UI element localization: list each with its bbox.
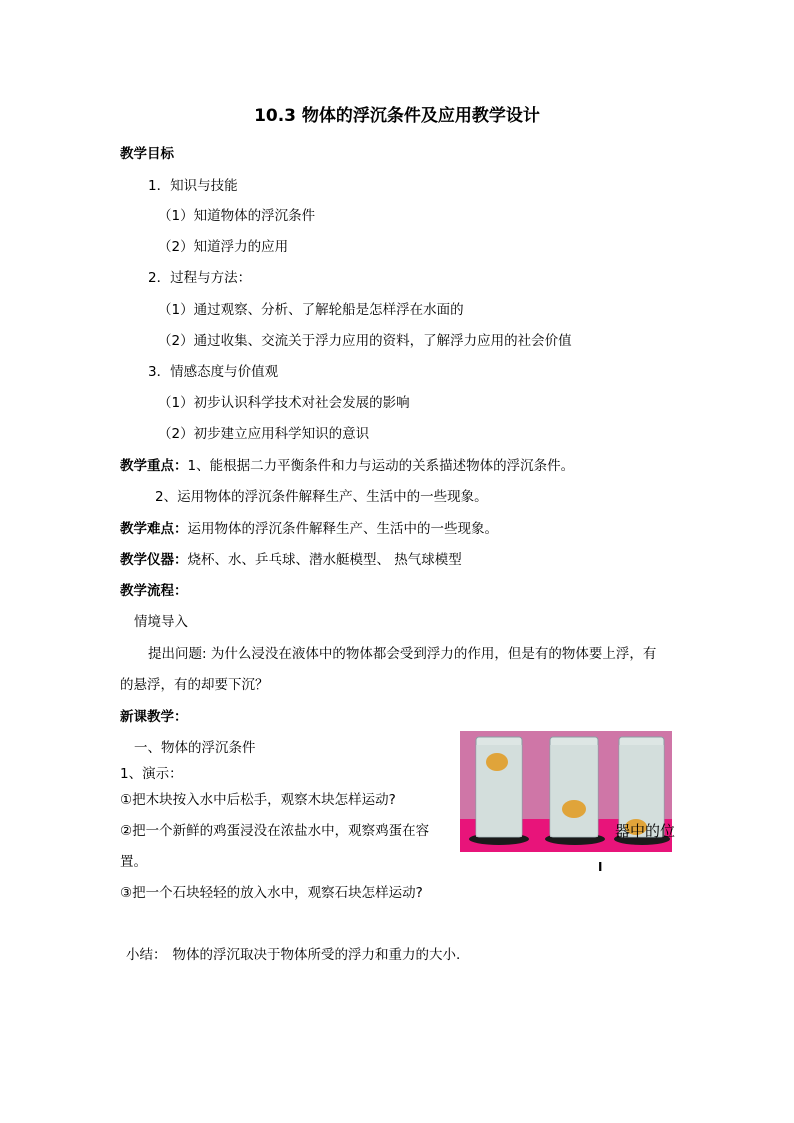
flow-label: 教学流程：: [120, 583, 188, 599]
difficulty-label: 教学难点：: [120, 521, 188, 537]
flow-question-line-2: 的悬浮，有的却要下沉？: [120, 677, 269, 693]
key-point-2: 2、运用物体的浮沉条件解释生产、生活中的一些现象。: [155, 489, 488, 505]
objective-2-1: （1）通过观察、分析、了解轮船是怎样浮在水面的: [158, 302, 464, 318]
objective-2-2: （2）通过收集、交流关于浮力应用的资料，了解浮力应用的社会价值: [158, 333, 572, 349]
flow-intro: 情境导入: [134, 614, 188, 630]
beaker-2-egg: [562, 800, 586, 818]
beaker-suspended: [545, 737, 605, 845]
page-title: 10.3 物体的浮沉条件及应用教学设计: [254, 106, 540, 126]
section-heading: 一、物体的浮沉条件: [134, 740, 256, 756]
objective-1-2: （2）知道浮力的应用: [158, 239, 289, 255]
demo-item-2-c: 置。: [120, 854, 147, 870]
instruments-label: 教学仪器：: [120, 552, 188, 568]
flow-question-line-1: 提出问题: 为什么浸没在液体中的物体都会受到浮力的作用，但是有的物体要上浮，有: [148, 646, 657, 662]
demo-item-1: ①把木块按入水中后松手，观察木块怎样运动?: [120, 792, 396, 808]
key-point-1: 1、能根据二力平衡条件和力与运动的关系描述物体的浮沉条件。: [187, 458, 575, 474]
objective-3: 3．情感态度与价值观: [148, 364, 279, 380]
difficulty-text: 运用物体的浮沉条件解释生产、生活中的一些现象。: [187, 521, 498, 537]
instruments-line: [120, 550, 462, 570]
demo-item-2-a: ②把一个新鲜的鸡蛋浸没在浓盐水中，观察鸡蛋在容: [120, 823, 430, 839]
objective-1: 1．知识与技能: [148, 178, 238, 194]
new-lesson-label: 新课教学：: [120, 709, 188, 725]
beaker-2-water: [550, 745, 598, 837]
summary-line: [126, 945, 460, 965]
instruments-text: 烧杯、水、乒乓球、潜水艇模型、 热气球模型: [187, 552, 462, 568]
beaker-floating: [469, 737, 529, 845]
summary-label: 小结：: [126, 947, 167, 963]
objectives-heading: 教学目标: [120, 146, 174, 162]
key-points-label: 教学重点：: [120, 458, 188, 474]
objective-1-1: （1）知道物体的浮沉条件: [158, 208, 316, 224]
key-points-line-1: [120, 456, 574, 476]
caret-mark: I: [598, 860, 603, 874]
objective-3-2: （2）初步建立应用科学知识的意识: [158, 426, 370, 442]
demo-item-3: ③把一个石块轻轻的放入水中，观察石块怎样运动?: [120, 885, 423, 901]
objective-2: 2．过程与方法：: [148, 270, 252, 286]
demo-label: 1、演示：: [120, 766, 183, 782]
summary-text: 物体的浮沉取决于物体所受的浮力和重力的大小.: [172, 947, 461, 963]
objective-3-1: （1）初步认识科学技术对社会发展的影响: [158, 395, 410, 411]
demo-item-2-b: 器中的位: [615, 822, 676, 840]
difficulty-line: [120, 519, 498, 539]
beaker-1-egg: [486, 753, 508, 771]
